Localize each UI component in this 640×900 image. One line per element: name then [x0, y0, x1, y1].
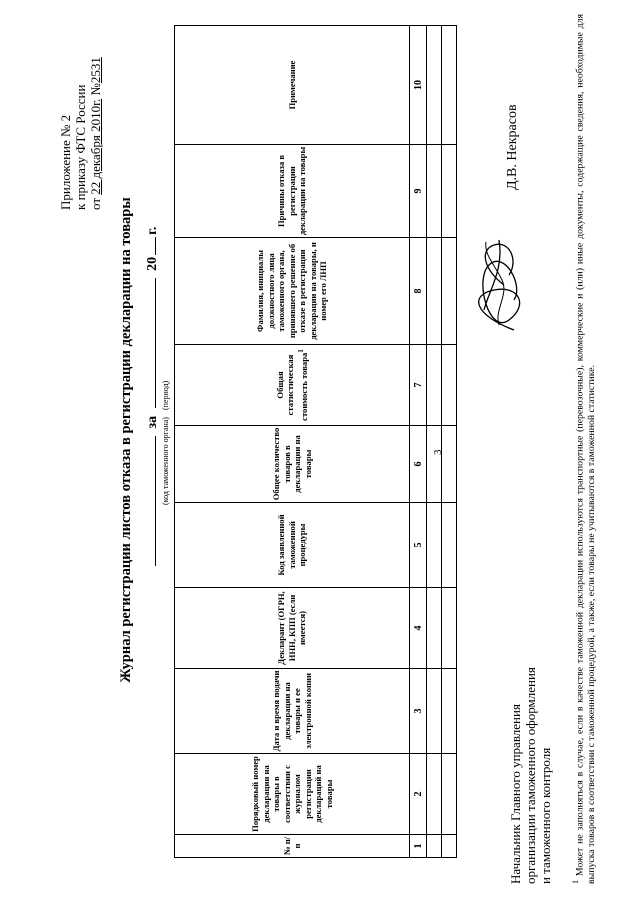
customs-code-blank	[143, 436, 156, 566]
appendix-line3	[88, 20, 103, 210]
signatory-line2: организации таможенного оформления	[523, 667, 538, 884]
table-cell	[442, 669, 457, 754]
handwritten-signature-icon	[464, 230, 534, 340]
appendix-line2: к приказу ФТС России	[73, 84, 88, 210]
col-number: 8	[410, 238, 427, 345]
signatory-name: Д.В. Некрасов	[505, 104, 520, 190]
table-row	[427, 26, 442, 858]
table-cell	[427, 426, 442, 503]
header-col-4: Декларант (ОГРН, ИНН, КПП (если имеется)	[175, 588, 410, 669]
header-col-7-text: Общая статистическая стоимость товара	[274, 352, 309, 421]
table-cell	[442, 835, 457, 858]
table-cell	[442, 754, 457, 835]
header-col-10: Примечание	[175, 26, 410, 145]
header-col-3: Дата и время подачи декларации на товары и ее электронной копии	[175, 669, 410, 754]
caption-period: (период)	[161, 380, 170, 410]
appendix-number: 2531	[88, 57, 103, 84]
col-number: 10	[410, 26, 427, 145]
document-title: Журнал регистрации листов отказа в регистрации декларации на товары	[118, 197, 134, 683]
footnote-mark: 1	[571, 879, 580, 884]
table-cell	[427, 345, 442, 426]
table-cell	[427, 835, 442, 858]
table-cell	[442, 503, 457, 588]
table-cell	[427, 669, 442, 754]
table-row	[442, 26, 457, 858]
table-cell	[427, 754, 442, 835]
table-cell	[442, 145, 457, 238]
col-number: 3	[410, 669, 427, 754]
table-cell	[442, 426, 457, 503]
header-col-2: Порядковый номер декларации на товары в соответствии с журналом регистрации деклараций на товары	[175, 754, 410, 835]
appendix-date: 22 декабря 2010г.	[88, 98, 103, 195]
appendix-number-label: №	[88, 83, 103, 96]
footnote-ref: 1	[296, 349, 305, 353]
col-number: 6	[410, 426, 427, 503]
signatory-line1: Начальник Главного управления	[508, 704, 523, 884]
table-header-row	[175, 26, 410, 858]
table-cell	[442, 588, 457, 669]
appendix-line1: Приложение № 2	[58, 114, 73, 210]
footnote	[570, 14, 598, 884]
table-cell	[427, 588, 442, 669]
col-number: 7	[410, 345, 427, 426]
col-number: 4	[410, 588, 427, 669]
table-cell	[427, 238, 442, 345]
year-blank	[143, 237, 156, 255]
table-cell	[442, 238, 457, 345]
header-col-5: Код заявленной таможенной процедуры	[175, 503, 410, 588]
col-number: 9	[410, 145, 427, 238]
header-col-6: Общее количество товаров в декларации на товары	[175, 426, 410, 503]
header-col-8: Фамилия, инициалы должностного лица таможенного органа, принявшего решение об отказе в регистрации декларации на товары, и номер его ЛНП	[175, 238, 410, 345]
appendix-prefix: от	[88, 197, 103, 210]
column-number-row	[410, 26, 427, 858]
year-prefix: 20	[145, 256, 160, 271]
table-cell	[442, 26, 457, 145]
table-cell	[427, 503, 442, 588]
register-table	[174, 25, 457, 858]
header-col-9: Причины отказа в регистрации декларации на товары	[175, 145, 410, 238]
signatory-title	[508, 564, 553, 884]
header-col-7	[175, 345, 410, 426]
caption-customs: (код таможенного органа)	[161, 417, 170, 505]
period-blank	[143, 278, 156, 408]
year-suffix: г.	[145, 226, 160, 235]
for-word: за	[145, 415, 160, 429]
title-subline	[143, 227, 161, 570]
col-number: 2	[410, 754, 427, 835]
col-number: 5	[410, 503, 427, 588]
table-cell	[427, 145, 442, 238]
footnote-text: Может не заполняться в случае, если в качестве таможенной декларации используются транспортные (перевозочные), коммерческие и (или) иные документы, содержащие сведения, необходимые для выпуска товаров в соответствии с таможенной процедурой, а также, если товары не учитываются в таможенной статистике.	[574, 13, 598, 884]
signatory-line3: и таможенного контроля	[538, 747, 553, 884]
table-cell	[427, 26, 442, 145]
page-number: 3	[432, 449, 444, 455]
header-col-1: № п/п	[175, 835, 410, 858]
appendix-block	[58, 20, 103, 210]
table-cell	[442, 345, 457, 426]
col-number: 1	[410, 835, 427, 858]
